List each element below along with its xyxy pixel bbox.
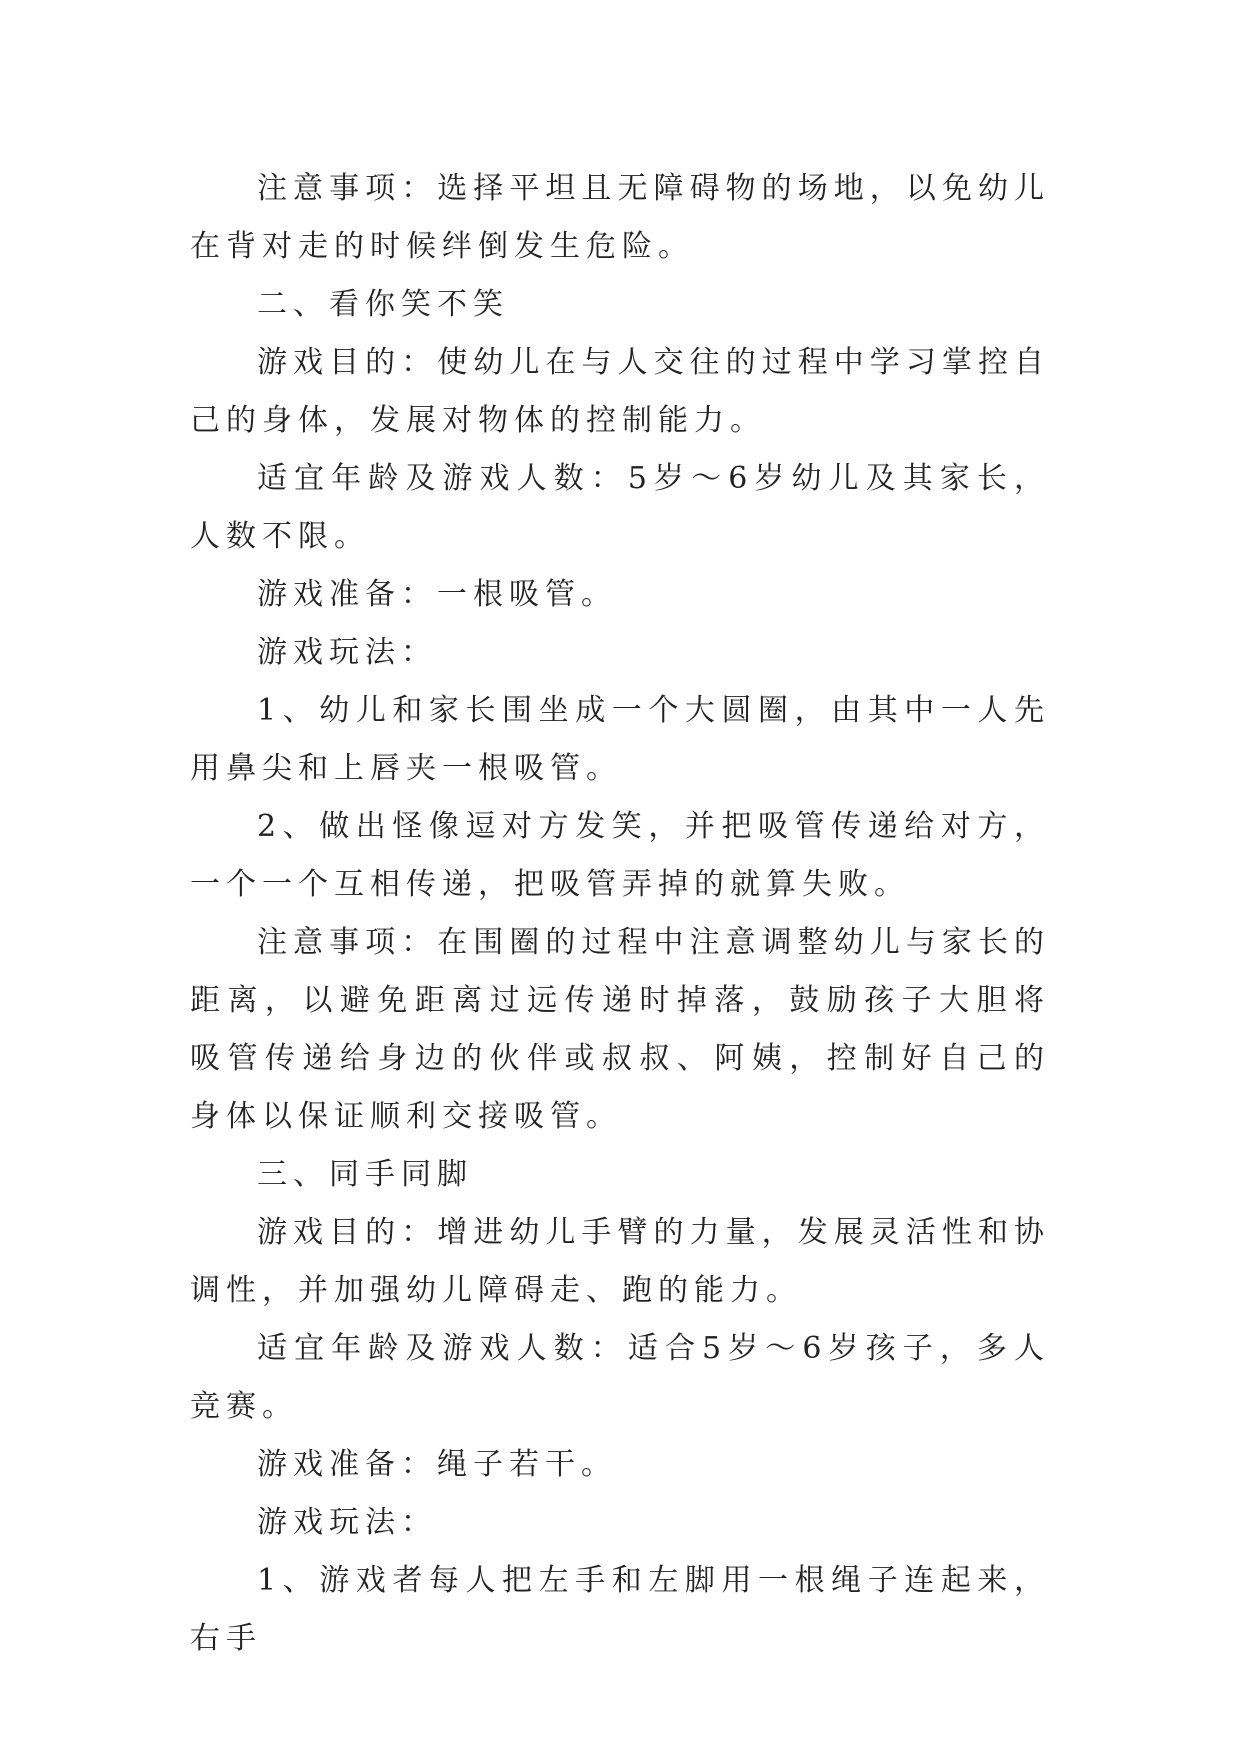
paragraph-howto-2: 游戏玩法： <box>257 635 437 670</box>
paragraph-notes-1: 注意事项：选择平坦且无障碍物的场地，以免幼儿在背对走的时候绊倒发生危险。 <box>190 171 1050 264</box>
paragraph-prep-3: 游戏准备：绳子若干。 <box>257 1447 617 1482</box>
paragraph-notes-2: 注意事项：在围圈的过程中注意调整幼儿与家长的距离，以避免距离过远传递时掉落，鼓励孩子大胆将吸管传递给身边的伙伴或叔叔、阿姨，控制好自己的身体以保证顺利交接吸管。 <box>190 925 1050 1134</box>
section-heading-2: 二、看你笑不笑 <box>257 287 509 322</box>
paragraph-step-3-1: 1、游戏者每人把左手和左脚用一根绳子连起来，右手 <box>190 1563 1050 1656</box>
paragraph-goal-3: 游戏目的：增进幼儿手臂的力量，发展灵活性和协调性，并加强幼儿障碍走、跑的能力。 <box>190 1215 1050 1308</box>
paragraph-prep-2: 游戏准备：一根吸管。 <box>257 577 617 612</box>
paragraph-age-2: 适宜年龄及游戏人数：5岁～6岁幼儿及其家长，人数不限。 <box>190 461 1050 554</box>
paragraph-goal-2: 游戏目的：使幼儿在与人交往的过程中学习掌控自己的身体，发展对物体的控制能力。 <box>190 345 1050 438</box>
paragraph-step-2-2: 2、做出怪像逗对方发笑，并把吸管传递给对方，一个一个互相传递，把吸管弄掉的就算失败。 <box>190 809 1050 902</box>
paragraph-step-2-1: 1、幼儿和家长围坐成一个大圆圈，由其中一人先用鼻尖和上唇夹一根吸管。 <box>190 693 1050 786</box>
section-heading-3: 三、同手同脚 <box>257 1157 473 1192</box>
paragraph-howto-3: 游戏玩法： <box>257 1505 437 1540</box>
paragraph-age-3: 适宜年龄及游戏人数：适合5岁～6岁孩子，多人竞赛。 <box>190 1331 1050 1424</box>
document-body <box>190 160 1050 1668</box>
